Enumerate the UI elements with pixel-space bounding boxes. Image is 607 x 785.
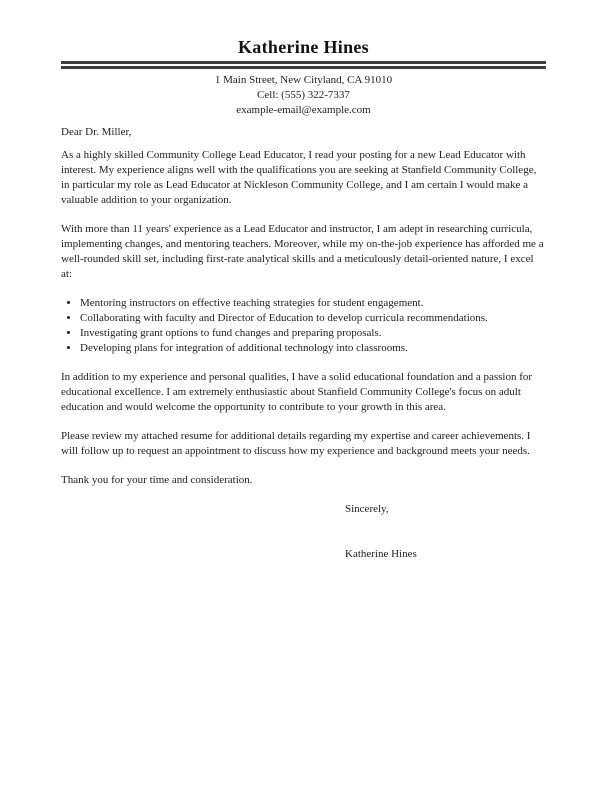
bullet-item: • Investigating grant options to fund changes and preparing proposals.	[80, 326, 546, 341]
paragraph-thanks: Thank you for your time and consideration.	[61, 474, 253, 486]
bullet-item: • Collaborating with faculty and Director of Education to develop curricula recommendations.	[80, 311, 546, 326]
paragraph-education: In addition to my experience and personal qualities, I have a solid educational foundation and a passion for educational excellence. I am extremely enthusiastic about Stanfield Community College's focus on adult education and would welcome the opportunity to contribute to your growth in this area.	[61, 371, 533, 413]
paragraph-resume: Please review my attached resume for additional details regarding my expertise and career achievements. I will follow up to request an appointment to discuss how my experience and background meets your needs.	[61, 430, 531, 457]
contact-block	[61, 73, 546, 118]
address-line: 1 Main Street, New Cityland, CA 91010	[214, 74, 393, 86]
letter-content	[0, 36, 607, 562]
email-line: example-email@example.com	[236, 104, 371, 116]
letterhead	[61, 36, 546, 118]
paragraph-intro: As a highly skilled Community College Lead Educator, I read your posting for a new Lead Educator with interest. My experience aligns well with the qualifications you are seeking at Stanfield Community College, in particular my role as Lead Educator at Nickleson Community College, and I am certain I would make a valuable addition to your organization.	[61, 149, 537, 206]
paragraph-experience: With more than 11 years' experience as a Lead Educator and instructor, I am adept in researching curricula, implementing changes, and mentoring teachers. Moreover, while my on-the-job experience has afforded me a well-rounded skill set, including first-rate analytical skills and a meticulously detail-oriented nature, I excel at:	[61, 223, 544, 280]
valediction: Sincerely,	[345, 503, 389, 515]
bullet-item: • Mentoring instructors on effective teaching strategies for student engagement.	[80, 296, 546, 311]
bullet-item: • Developing plans for integration of additional technology into classrooms.	[80, 341, 546, 356]
author-name-title: Katherine Hines	[238, 37, 369, 57]
phone-line: Cell: (555) 322-7337	[257, 89, 350, 101]
salutation: Dear Dr. Miller,	[61, 126, 132, 138]
signature-name: Katherine Hines	[345, 548, 417, 560]
header-divider-rule	[61, 61, 546, 69]
bullet-list	[61, 296, 546, 356]
closing-block	[345, 502, 546, 562]
